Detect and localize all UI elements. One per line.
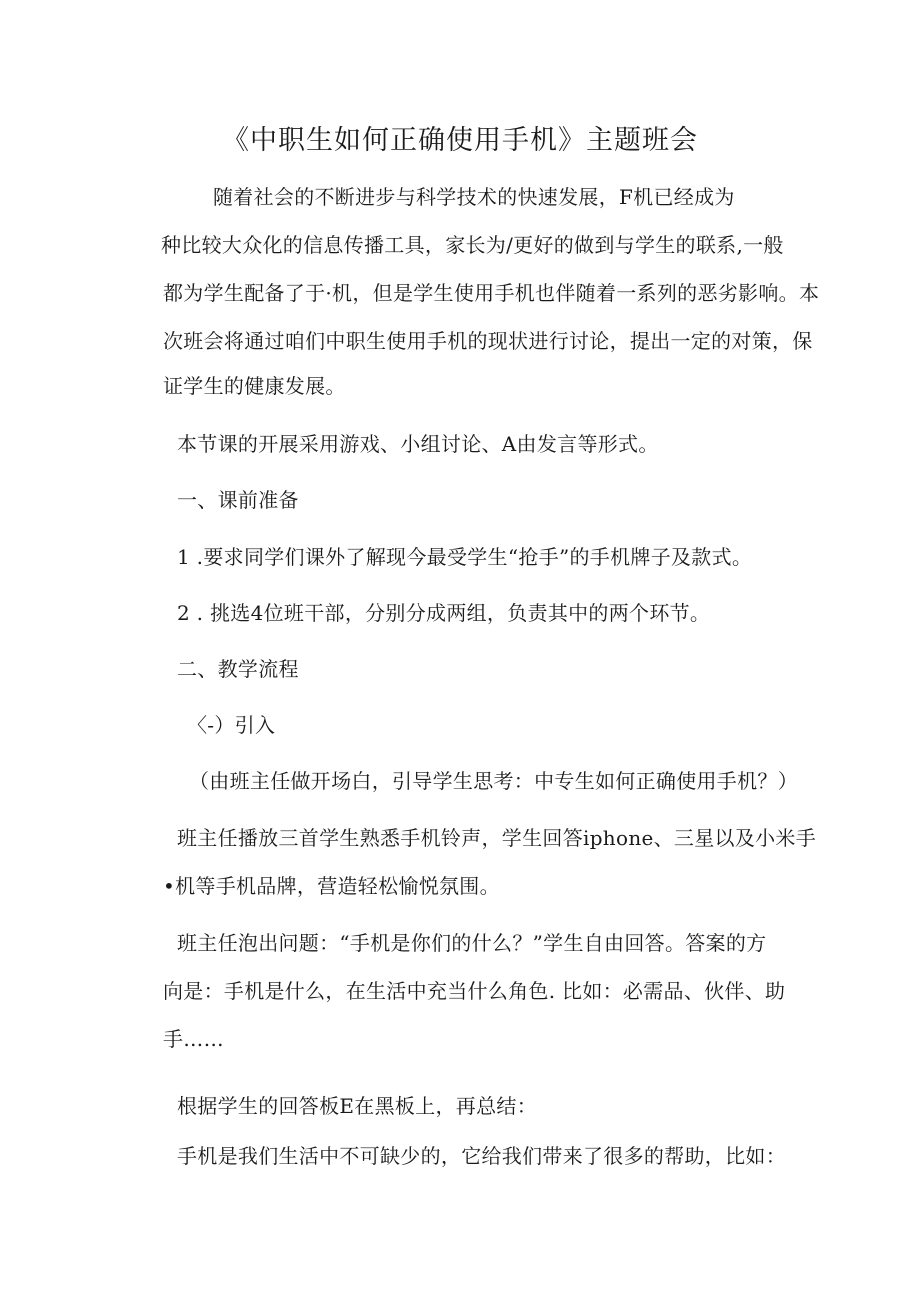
summary-line: 手机是我们生活中不可缺少的，它给我们带来了很多的帮助，比如： (177, 1144, 786, 1168)
prep-item-2: 2 . 挑选4位班干部，分别分成两组，负责其中的两个环节。 (177, 601, 711, 625)
intro-line-2: 种比较大众化的信息传播工具，家长为/更好的做到与学生的联系,一般 (161, 233, 784, 257)
prep-item-1: 1 .要求同学们课外了解现今最受学生“抢手”的手机牌子及款式。 (177, 545, 753, 569)
section-heading-prep: 一、课前准备 (177, 488, 299, 512)
question-line-1: 班主任泡出问题：“手机是你们的什么？”学生自由回答。答案的方 (177, 931, 767, 955)
question-line-3: 手…… (163, 1027, 224, 1051)
ringtone-line-2: •机等手机品牌，营造轻松愉悦氛围。 (163, 874, 500, 898)
intro-line-5: 证学生的健康发展。 (163, 374, 346, 398)
format-line: 本节课的开展采用游戏、小组讨论、A由发言等形式。 (177, 432, 659, 456)
intro-line-1: 随着社会的不断进步与科学技术的快速发展，F机已经成为 (213, 185, 735, 209)
document-title: 《中职生如何正确使用手机》主题班会 (222, 125, 698, 156)
intro-line-3: 都为学生配备了于·机，但是学生使用手机也伴随着一系列的恶劣影响。本 (163, 281, 820, 305)
question-line-2: 向是：手机是什么，在生活中充当什么角色. 比如：必需品、伙伴、助 (163, 979, 786, 1003)
section-heading-flow: 二、教学流程 (177, 657, 299, 681)
intro-line-4: 次班会将通过咱们中职生使用手机的现状进行讨论，提出一定的对策，保 (163, 329, 813, 353)
ringtone-line-1: 班主任播放三首学生熟悉手机铃声，学生回答iphone、三星以及小米手 (177, 826, 817, 850)
subsection-heading-intro: 〈-）引入 (187, 713, 276, 737)
blackboard-line: 根据学生的回答板E在黑板上，再总结： (177, 1094, 537, 1118)
teacher-opening: （由班主任做开场白，引导学生思考：中专生如何正确使用手机？） (189, 769, 798, 793)
